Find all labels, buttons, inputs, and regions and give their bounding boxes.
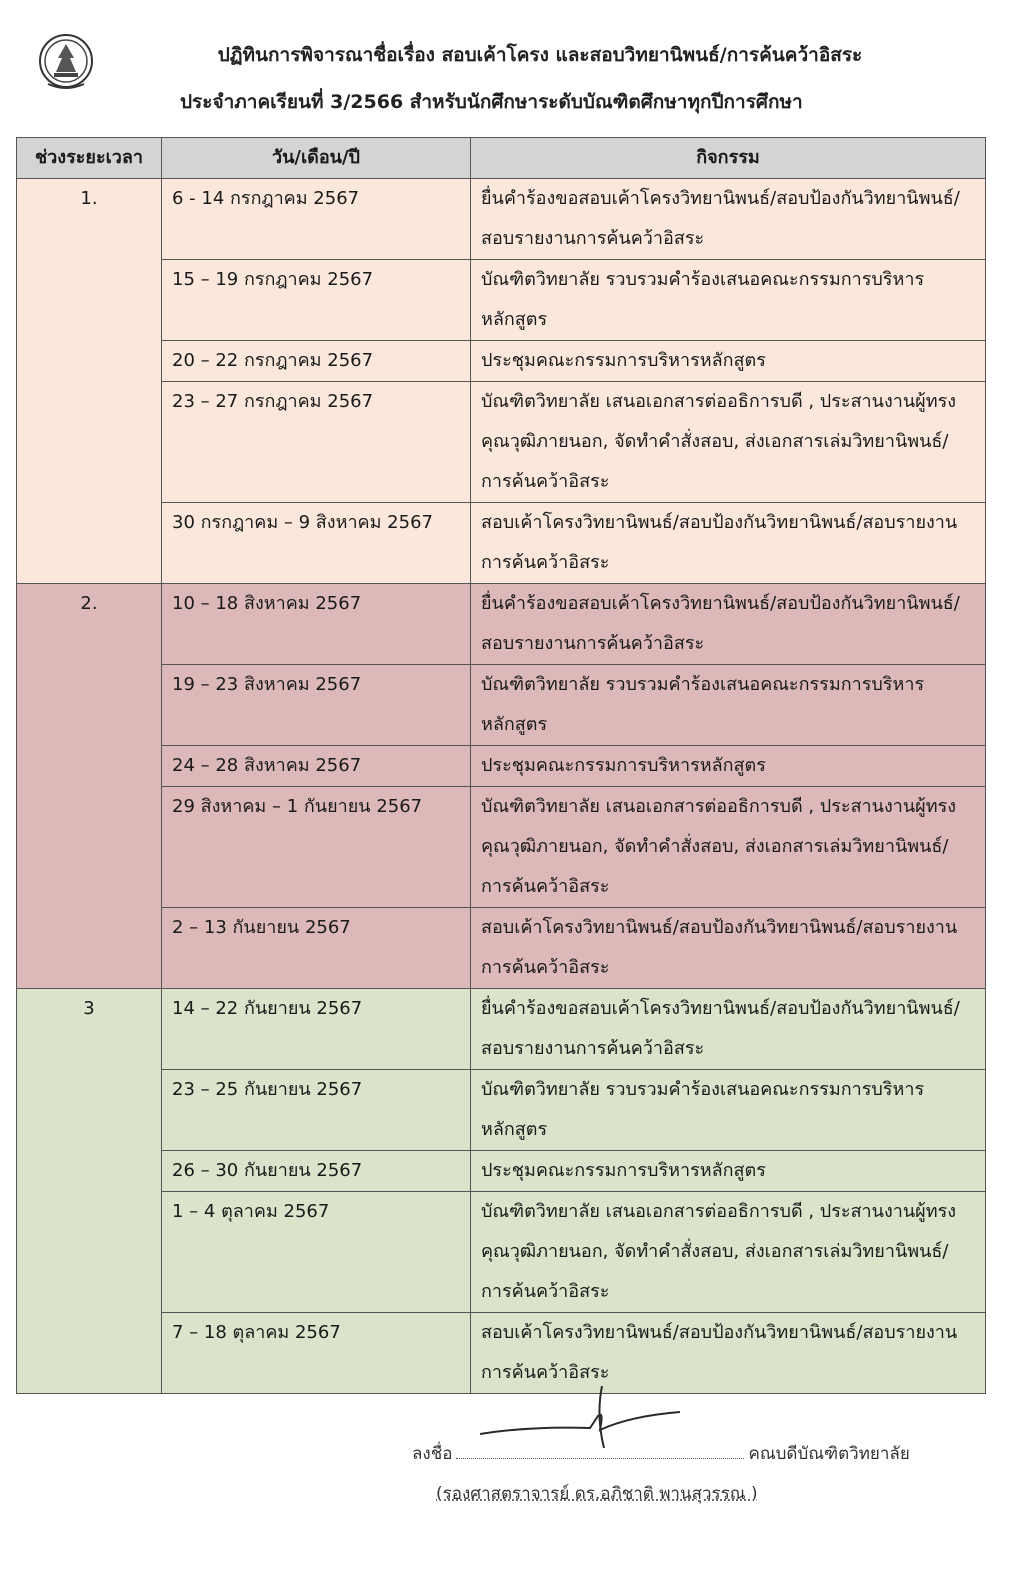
activity-cell: ประชุมคณะกรรมการบริหารหลักสูตร bbox=[471, 341, 986, 382]
table-row bbox=[17, 341, 986, 382]
table-row bbox=[17, 787, 986, 908]
column-header-date: วัน/เดือน/ปี bbox=[162, 138, 471, 179]
table-row bbox=[17, 503, 986, 584]
activity-cell: บัณฑิตวิทยาลัย รวบรวมคำร้องเสนอคณะกรรมการบริหารหลักสูตร bbox=[471, 260, 986, 341]
signature-line bbox=[412, 1440, 910, 1467]
activity-cell: ประชุมคณะกรรมการบริหารหลักสูตร bbox=[471, 746, 986, 787]
table-row bbox=[17, 1313, 986, 1394]
signature-label: ลงชื่อ bbox=[412, 1444, 453, 1464]
table-row bbox=[17, 908, 986, 989]
activity-cell: บัณฑิตวิทยาลัย รวบรวมคำร้องเสนอคณะกรรมการบริหารหลักสูตร bbox=[471, 665, 986, 746]
signature-dotted-line bbox=[456, 1444, 744, 1459]
date-cell: 1 – 4 ตุลาคม 2567 bbox=[162, 1192, 471, 1313]
date-cell: 30 กรกฎาคม – 9 สิงหาคม 2567 bbox=[162, 503, 471, 584]
period-cell: 3 bbox=[17, 989, 162, 1394]
schedule-table bbox=[16, 137, 986, 1394]
table-row bbox=[17, 1192, 986, 1313]
period-cell: 2. bbox=[17, 584, 162, 989]
date-cell: 19 – 23 สิงหาคม 2567 bbox=[162, 665, 471, 746]
period-cell: 1. bbox=[17, 179, 162, 584]
table-header-row bbox=[17, 138, 986, 179]
date-cell: 29 สิงหาคม – 1 กันยายน 2567 bbox=[162, 787, 471, 908]
date-cell: 14 – 22 กันยายน 2567 bbox=[162, 989, 471, 1070]
activity-cell: บัณฑิตวิทยาลัย เสนอเอกสารต่ออธิการบดี , ประสานงานผู้ทรงคุณวุฒิภายนอก, จัดทำคำสั่งสอบ, ส่งเอกสารเล่มวิทยานิพนธ์/การค้นคว้าอิสระ bbox=[471, 382, 986, 503]
document-subtitle: ประจำภาคเรียนที่ 3/2566 สำหรับนักศึกษาระดับบัณฑิตศึกษาทุกปีการศึกษา bbox=[180, 91, 803, 113]
table-row bbox=[17, 665, 986, 746]
activity-cell: ยื่นคำร้องขอสอบเค้าโครงวิทยานิพนธ์/สอบป้องกันวิทยานิพนธ์/สอบรายงานการค้นคว้าอิสระ bbox=[471, 584, 986, 665]
date-cell: 23 – 25 กันยายน 2567 bbox=[162, 1070, 471, 1151]
table-row bbox=[17, 989, 986, 1070]
table-row bbox=[17, 1151, 986, 1192]
activity-cell: สอบเค้าโครงวิทยานิพนธ์/สอบป้องกันวิทยานิพนธ์/สอบรายงานการค้นคว้าอิสระ bbox=[471, 1313, 986, 1394]
activity-cell: บัณฑิตวิทยาลัย เสนอเอกสารต่ออธิการบดี , ประสานงานผู้ทรงคุณวุฒิภายนอก, จัดทำคำสั่งสอบ, ส่งเอกสารเล่มวิทยานิพนธ์/การค้นคว้าอิสระ bbox=[471, 787, 986, 908]
date-cell: 26 – 30 กันยายน 2567 bbox=[162, 1151, 471, 1192]
date-cell: 6 - 14 กรกฎาคม 2567 bbox=[162, 179, 471, 260]
date-cell: 24 – 28 สิงหาคม 2567 bbox=[162, 746, 471, 787]
activity-cell: บัณฑิตวิทยาลัย รวบรวมคำร้องเสนอคณะกรรมการบริหารหลักสูตร bbox=[471, 1070, 986, 1151]
date-cell: 10 – 18 สิงหาคม 2567 bbox=[162, 584, 471, 665]
activity-cell: ประชุมคณะกรรมการบริหารหลักสูตร bbox=[471, 1151, 986, 1192]
signatory-position: คณบดีบัณฑิตวิทยาลัย bbox=[748, 1444, 910, 1464]
date-cell: 20 – 22 กรกฎาคม 2567 bbox=[162, 341, 471, 382]
table-row bbox=[17, 179, 986, 260]
column-header-period: ช่วงระยะเวลา bbox=[17, 138, 162, 179]
signatory-name: (รองศาสตราจารย์ ดร.อภิชาติ พานสุวรรณ ) bbox=[436, 1484, 758, 1504]
table-row bbox=[17, 382, 986, 503]
document-title: ปฏิทินการพิจารณาชื่อเรื่อง สอบเค้าโครง และสอบวิทยานิพนธ์/การค้นคว้าอิสระ bbox=[217, 44, 863, 66]
table-row bbox=[17, 584, 986, 665]
university-seal-icon bbox=[34, 32, 98, 92]
table-row bbox=[17, 746, 986, 787]
table-row bbox=[17, 260, 986, 341]
activity-cell: สอบเค้าโครงวิทยานิพนธ์/สอบป้องกันวิทยานิพนธ์/สอบรายงานการค้นคว้าอิสระ bbox=[471, 503, 986, 584]
date-cell: 23 – 27 กรกฎาคม 2567 bbox=[162, 382, 471, 503]
date-cell: 2 – 13 กันยายน 2567 bbox=[162, 908, 471, 989]
activity-cell: สอบเค้าโครงวิทยานิพนธ์/สอบป้องกันวิทยานิพนธ์/สอบรายงานการค้นคว้าอิสระ bbox=[471, 908, 986, 989]
column-header-activity: กิจกรรม bbox=[471, 138, 986, 179]
table-row bbox=[17, 1070, 986, 1151]
date-cell: 7 – 18 ตุลาคม 2567 bbox=[162, 1313, 471, 1394]
activity-cell: ยื่นคำร้องขอสอบเค้าโครงวิทยานิพนธ์/สอบป้องกันวิทยานิพนธ์/สอบรายงานการค้นคว้าอิสระ bbox=[471, 989, 986, 1070]
activity-cell: ยื่นคำร้องขอสอบเค้าโครงวิทยานิพนธ์/สอบป้องกันวิทยานิพนธ์/สอบรายงานการค้นคว้าอิสระ bbox=[471, 179, 986, 260]
date-cell: 15 – 19 กรกฎาคม 2567 bbox=[162, 260, 471, 341]
activity-cell: บัณฑิตวิทยาลัย เสนอเอกสารต่ออธิการบดี , ประสานงานผู้ทรงคุณวุฒิภายนอก, จัดทำคำสั่งสอบ, ส่งเอกสารเล่มวิทยานิพนธ์/การค้นคว้าอิสระ bbox=[471, 1192, 986, 1313]
